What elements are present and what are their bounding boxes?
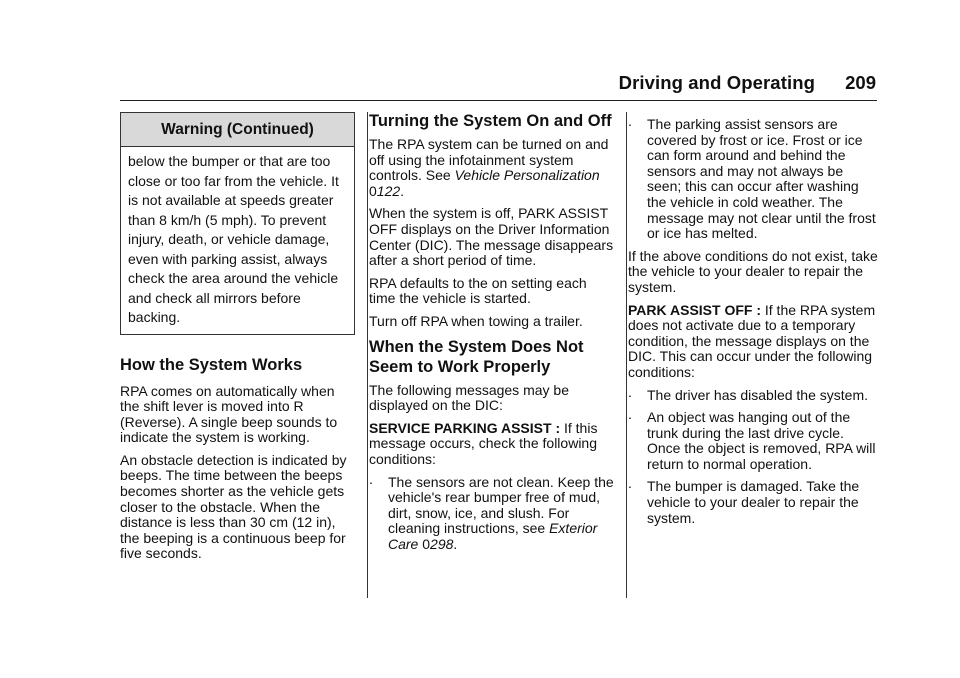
list-item-text: The bumper is damaged. Take the vehicle to your dealer to repair the system. [647,478,860,526]
message-label: PARK ASSIST OFF : [628,301,761,318]
list-item-text: The parking assist sensors are covered by frost or ice. Frost or ice can form around and behind the sensors and may not always be seen; this can occur after washing the vehicle in cold weather. The message may not clear until the frost or ice has melted. [647,116,876,242]
page-header [120,70,877,101]
cross-reference-link[interactable]: Exterior Care [388,520,598,552]
page-reference-symbol: 0 [422,535,431,552]
paragraph: RPA comes on automatically when the shift lever is moved into R (Reverse). A single beep sounds to indicate the system is working. [120,382,338,446]
paragraph [369,137,616,199]
column-divider-left [367,112,368,598]
punctuation: . [453,535,458,552]
page-number: 209 [845,72,876,93]
column-divider-right [626,112,627,598]
paragraph-text: The RPA system can be turned on and off using the infotainment system controls. See [369,136,609,184]
bullet-mark: . [628,475,632,492]
paragraph [628,303,880,381]
section-heading-on-off: Turning the System On and Off [369,112,612,130]
paragraph-text: If this message occurs, check the following conditions: [369,419,598,467]
paragraph: When the system is off, PARK ASSIST OFF displays on the Driver Information Center (DIC). The message disappears after a short period of time. [369,205,614,269]
paragraph: Turn off RPA when towing a trailer. [369,312,583,329]
page-reference-symbol: 0 [369,182,377,199]
right-column [628,112,880,533]
list-item [628,113,880,242]
list-item-text: The sensors are not clean. Keep the vehicle's rear bumper free of mud, dirt, snow, ice, and slush. For cleaning instructions, see [388,473,614,537]
section-heading-how-system-works: How the System Works [120,355,303,374]
warning-heading: Warning (Continued) [121,113,354,147]
paragraph [369,421,616,468]
cross-reference-link[interactable]: Vehicle Personalization [454,167,600,184]
bullet-mark: . [628,406,632,423]
paragraph-text: If the RPA system does not activate due to a temporary condition, the message displays on the DIC. This can occur under the following conditions: [628,301,876,380]
warning-text: below the bumper or that are too close or too far from the vehicle. It is not available at speeds greater than 8 km/h (5 mph). To prevent injury, death, or vehicle damage, even with parking assist, always check the area around the vehicle and check all mirrors before backing. [128,153,339,325]
punctuation: . [400,182,405,199]
chapter-title: Driving and Operating [618,72,815,93]
message-label: SERVICE PARKING ASSIST : [369,419,561,436]
list-item [628,406,880,472]
list-item [369,470,616,553]
list-item [628,475,880,526]
left-column [120,112,356,569]
list-item [628,383,880,404]
bullet-mark: . [628,383,632,400]
warning-box [120,112,355,335]
paragraph: An obstacle detection is indicated by beeps. The time between the beeps becomes shorter as the vehicle gets closer to the obstacle. When the distance is less than 30 cm (12 in), the beeping is a continuous beep for five seconds. [120,451,347,562]
bullet-mark: . [369,470,373,487]
middle-column [369,112,616,559]
bullet-mark: . [628,113,632,129]
page-reference[interactable]: 298 [430,535,454,552]
list-item-text: The driver has disabled the system. [647,386,868,403]
paragraph: RPA defaults to the on setting each time the vehicle is started. [369,274,587,307]
section-heading-not-working: When the System Does Not Seem to Work Properly [369,337,584,376]
paragraph: The following messages may be displayed on the DIC: [369,381,569,414]
page-reference[interactable]: 122 [376,182,401,199]
paragraph: If the above conditions do not exist, take the vehicle to your dealer to repair the system. [628,247,878,295]
list-item-text: An object was hanging out of the trunk during the last drive cycle. Once the object is removed, RPA will return to normal operation. [647,409,876,472]
